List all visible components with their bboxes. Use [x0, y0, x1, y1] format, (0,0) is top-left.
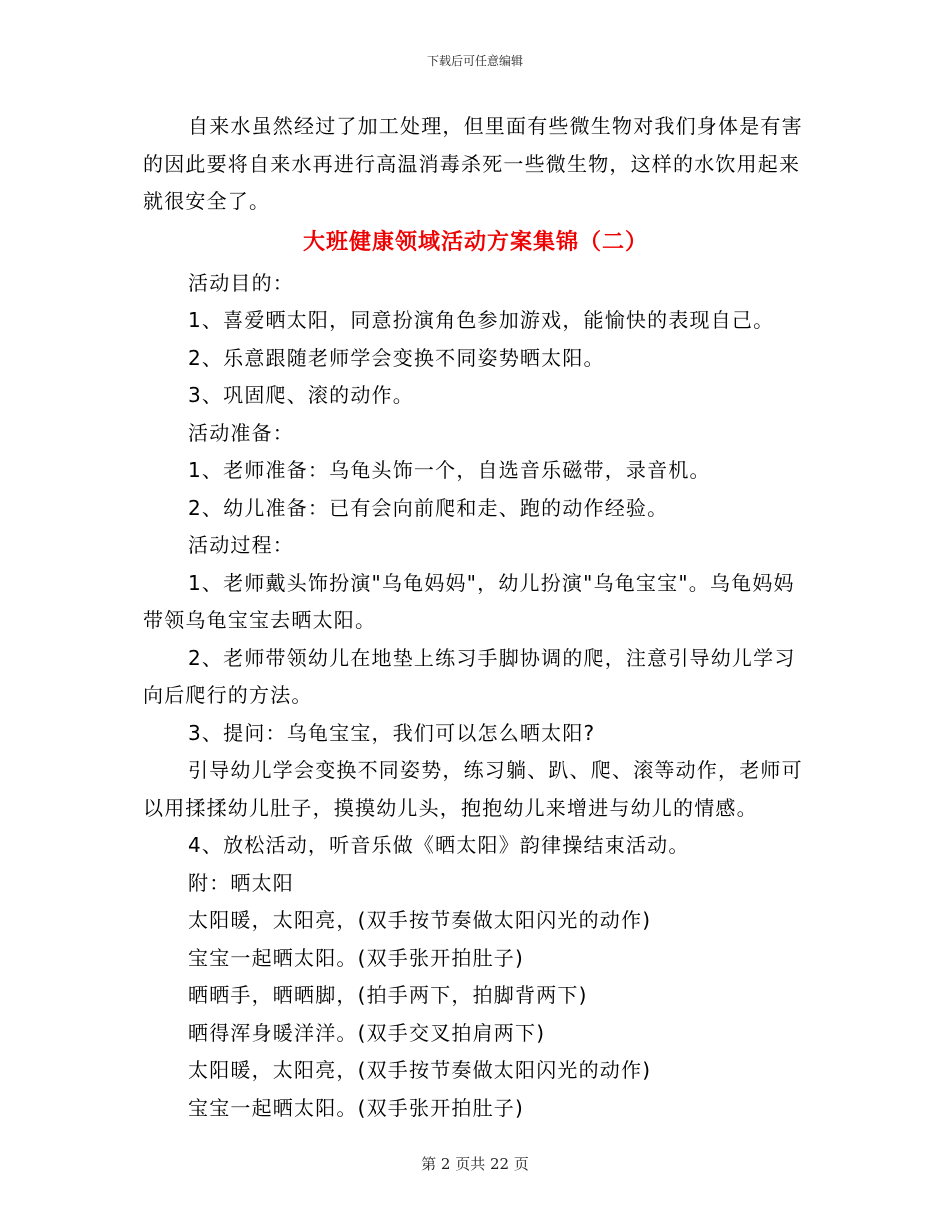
paragraph: 太阳暖，太阳亮，(双手按节奏做太阳闪光的动作)	[188, 908, 652, 932]
page-header: 下载后可任意编辑	[426, 54, 523, 68]
paragraph: 1、老师戴头饰扮演"乌龟妈妈"，幼儿扮演"乌龟宝宝"。乌龟妈妈带领乌龟宝宝去晒太阳。	[143, 570, 795, 632]
section-title: 大班健康领域活动方案集锦（二）	[302, 229, 648, 255]
paragraph: 宝宝一起晒太阳。(双手张开拍肚子)	[188, 945, 525, 970]
paragraph: 引导幼儿学会变换不同姿势，练习躺、趴、爬、滚等动作，老师可以用揉揉幼儿肚子，摸摸幼儿头，抱抱幼儿来增进与幼儿的情感。	[143, 758, 803, 820]
paragraph: 晒晒手，晒晒脚，(拍手两下，拍脚背两下)	[188, 983, 588, 1007]
paragraph: 3、巩固爬、滚的动作。	[188, 383, 414, 407]
paragraph: 附：晒太阳	[188, 870, 294, 895]
paragraph: 活动准备：	[188, 420, 294, 445]
paragraph: 2、老师带领幼儿在地垫上练习手脚协调的爬，注意引导幼儿学习向后爬行的方法。	[143, 645, 796, 707]
paragraph: 活动过程：	[188, 533, 294, 557]
paragraph: 3、提问：乌龟宝宝，我们可以怎么晒太阳?	[188, 720, 596, 745]
document-body	[143, 108, 808, 1127]
paragraph: 1、喜爱晒太阳，同意扮演角色参加游戏，能愉快的表现自己。	[188, 308, 775, 332]
paragraph: 晒得浑身暖洋洋。(双手交叉拍肩两下)	[188, 1020, 546, 1045]
paragraph: 4、放松活动，听音乐做《晒太阳》韵律操结束活动。	[188, 833, 690, 857]
intro-paragraph: 自来水虽然经过了加工处理，但里面有些微生物对我们身体是有害的因此要将自来水再进行高温消毒杀死一些微生物，这样的水饮用起来就很安全了。	[143, 114, 803, 213]
paragraph: 宝宝一起晒太阳。(双手张开拍肚子)	[188, 1095, 525, 1120]
page-footer: 第 2 页共 22 页	[421, 1155, 529, 1173]
paragraph: 太阳暖，太阳亮，(双手按节奏做太阳闪光的动作)	[188, 1058, 652, 1082]
paragraph: 活动目的：	[188, 270, 294, 295]
paragraph: 2、幼儿准备：已有会向前爬和走、跑的动作经验。	[188, 495, 669, 520]
paragraph: 2、乐意跟随老师学会变换不同姿势晒太阳。	[188, 345, 605, 370]
paragraph: 1、老师准备：乌龟头饰一个，自选音乐磁带，录音机。	[188, 458, 711, 482]
